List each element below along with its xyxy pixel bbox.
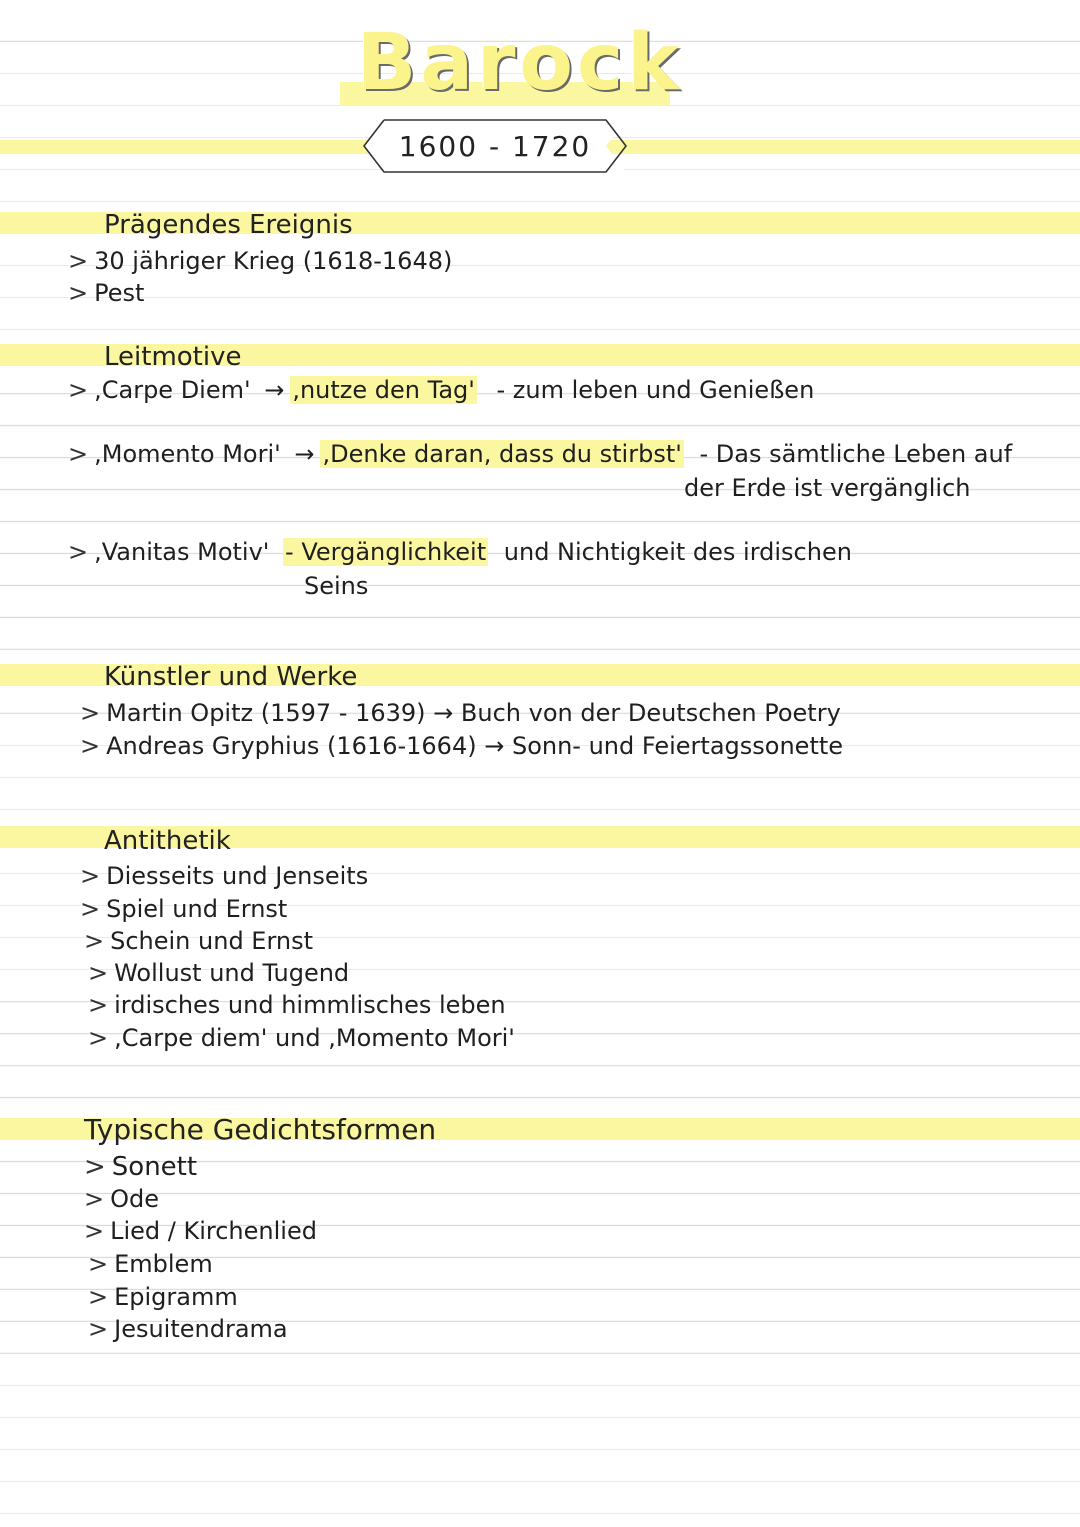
motif-vanitas [68, 538, 852, 566]
form-item: > Sonett [84, 1152, 198, 1182]
bullet-icon: > [84, 927, 105, 955]
event-item-plague: > Pest [68, 279, 145, 307]
form-item: > Jesuitendrama [88, 1315, 288, 1343]
form-item: > Ode [84, 1185, 159, 1213]
bullet-icon: > [88, 1024, 109, 1052]
bullet-icon: > [80, 699, 101, 727]
motif-carpe-diem [68, 376, 814, 404]
arrow-icon: → [264, 376, 285, 404]
motif-translation: ,Denke daran, dass du stirbst' [322, 440, 682, 468]
heading-artists: Künstler und Werke [104, 662, 358, 692]
antithetik-item: > ,Carpe diem' und ,Momento Mori' [88, 1024, 515, 1052]
bullet-icon: > [80, 895, 101, 923]
motif-term: ,Vanitas Motiv' [94, 538, 270, 566]
bullet-icon: > [68, 247, 89, 275]
artist-item-opitz: > Martin Opitz (1597 - 1639) → Buch von der Deutschen Poetry [80, 699, 841, 727]
motif-term: ,Carpe Diem' [94, 376, 251, 404]
antithetik-item: > Diesseits und Jenseits [80, 862, 369, 890]
heading-antithetik: Antithetik [104, 826, 231, 856]
bullet-icon: > [68, 279, 89, 307]
motif-description-highlight: - Vergänglichkeit [285, 538, 487, 566]
antithetik-item: > Spiel und Ernst [80, 895, 288, 923]
form-item: > Lied / Kirchenlied [84, 1217, 317, 1245]
antithetik-item: > Wollust und Tugend [88, 959, 350, 987]
bullet-icon: > [88, 959, 109, 987]
motif-translation: ,nutze den Tag' [292, 376, 475, 404]
event-item-war: > 30 jähriger Krieg (1618-1648) [68, 247, 453, 275]
bullet-icon: > [84, 1185, 105, 1213]
motif-description: - Das sämtliche Leben auf [699, 440, 1013, 468]
date-range: 1600 - 1720 [398, 130, 592, 163]
artist-item-gryphius: > Andreas Gryphius (1616-1664) → Sonn- und Feiertagssonette [80, 732, 844, 760]
page-title: Barock [356, 18, 684, 108]
bullet-icon: > [80, 732, 101, 760]
motif-term: ,Momento Mori' [94, 440, 281, 468]
form-item: > Emblem [88, 1250, 213, 1278]
antithetik-item: > irdisches und himmlisches leben [88, 991, 506, 1019]
motif-momento-mori [68, 440, 1012, 468]
motif-vanitas-cont: Seins [304, 572, 369, 600]
motif-description: - zum leben und Genießen [496, 376, 815, 404]
bullet-icon: > [84, 1217, 105, 1245]
bullet-icon: > [88, 1315, 109, 1343]
bullet-icon: > [80, 862, 101, 890]
bullet-icon: > [88, 1283, 109, 1311]
arrow-icon: → [294, 440, 315, 468]
motif-description: und Nichtigkeit des irdischen [503, 538, 852, 566]
bullet-icon: > [68, 538, 89, 566]
bullet-icon: > [88, 991, 109, 1019]
heading-motifs: Leitmotive [104, 342, 242, 372]
form-item: > Epigramm [88, 1283, 238, 1311]
date-banner [362, 118, 628, 174]
heading-event: Prägendes Ereignis [104, 210, 353, 240]
bullet-icon: > [68, 440, 89, 468]
heading-forms: Typische Gedichtsformen [84, 1113, 437, 1146]
bullet-icon: > [84, 1152, 106, 1182]
bullet-icon: > [88, 1250, 109, 1278]
bullet-icon: > [68, 376, 89, 404]
motif-momento-mori-cont: der Erde ist vergänglich [684, 474, 971, 502]
antithetik-item: > Schein und Ernst [84, 927, 314, 955]
title-block [300, 18, 740, 108]
